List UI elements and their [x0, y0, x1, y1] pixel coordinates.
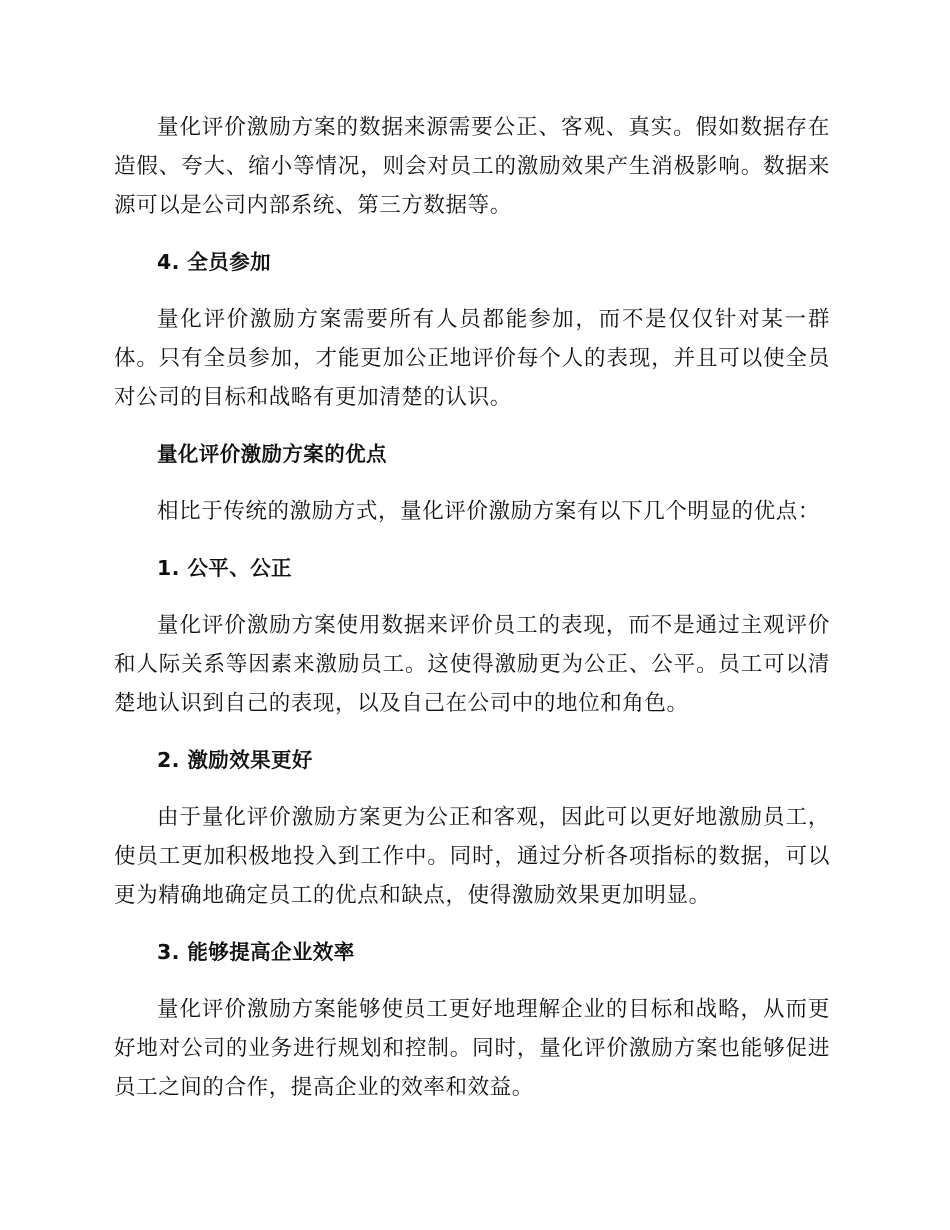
- paragraph-better-incentive: 由于量化评价激励方案更为公正和客观，因此可以更好地激励员工，使员工更加积极地投入到工作中。同时，通过分析各项指标的数据，可以更为精确地确定员工的优点和缺点，使得激励效果更加明显。: [114, 805, 830, 908]
- heading-efficiency: 3. 能够提高企业效率: [157, 940, 355, 964]
- heading-fairness: 1. 公平、公正: [157, 556, 292, 580]
- heading-full-participation: 4. 全员参加: [157, 250, 271, 274]
- paragraph-fairness: 量化评价激励方案使用数据来评价员工的表现，而不是通过主观评价和人际关系等因素来激励员工。这使得激励更为公正、公平。员工可以清楚地认识到自己的表现，以及自己在公司中的地位和角色。: [114, 613, 830, 716]
- paragraph-efficiency: 量化评价激励方案能够使员工更好地理解企业的目标和战略，从而更好地对公司的业务进行规划和控制。同时，量化评价激励方案也能够促进员工之间的合作，提高企业的效率和效益。: [114, 997, 830, 1100]
- paragraph-advantages-intro: 相比于传统的激励方式，量化评价激励方案有以下几个明显的优点：: [157, 499, 821, 524]
- heading-better-incentive: 2. 激励效果更好: [157, 748, 313, 772]
- heading-advantages: 量化评价激励方案的优点: [157, 442, 387, 466]
- paragraph-data-source: 量化评价激励方案的数据来源需要公正、客观、真实。假如数据存在造假、夸大、缩小等情况，则会对员工的激励效果产生消极影响。数据来源可以是公司内部系统、第三方数据等。: [114, 115, 830, 218]
- paragraph-full-participation: 量化评价激励方案需要所有人员都能参加，而不是仅仅针对某一群体。只有全员参加，才能更加公正地评价每个人的表现，并且可以使全员对公司的目标和战略有更加清楚的认识。: [114, 307, 830, 410]
